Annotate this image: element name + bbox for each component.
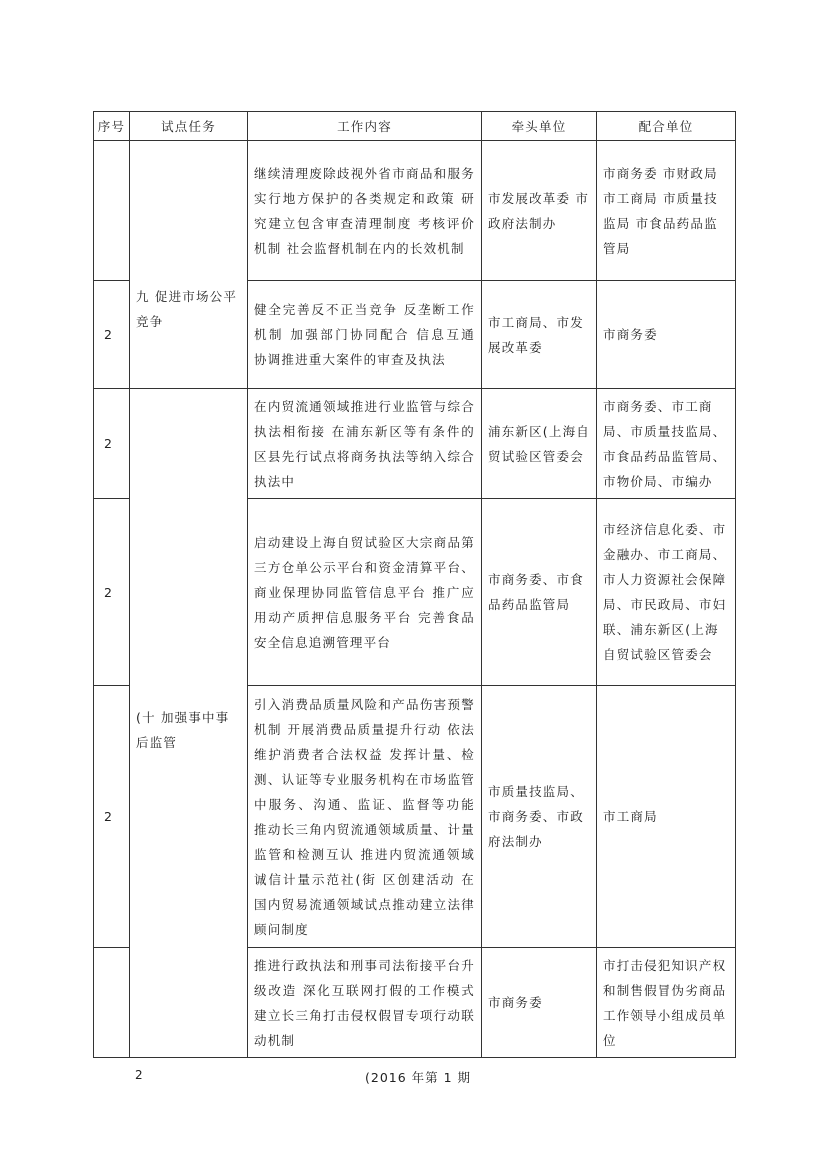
coop-cell: 市商务委 市财政局 市工商局 市质量技监局 市食品药品监管局 [597,141,736,281]
task-table [93,111,736,1058]
task-label: (十 加强事中事后监管 [136,710,230,750]
row-index [94,141,130,281]
task-cell-9 [130,141,248,389]
content-cell: 引入消费品质量风险和产品伤害预警机制 开展消费品质量提升行动 依法维护消费者合法权益 发挥计量、检测、认证等专业服务机构在市场监管中服务、沟通、监证、监督等功能 推动长三角内贸流通领域质量、计量监管和检测互认 推进内贸流通领域诚信计量示范社(街 区创建活动 在国内贸易流通领域试点推动建立法律顾问制度 [248,686,482,948]
header-idx: 序号 [94,112,130,141]
content-cell: 启动建设上海自贸试验区大宗商品第三方仓单公示平台和资金清算平台、商业保理协同监管信息平台 推广应用动产质押信息服务平台 完善食品安全信息追溯管理平台 [248,499,482,686]
coop-cell: 市经济信息化委、市金融办、市工商局、市人力资源社会保障局、市民政局、市妇联、浦东新区(上海自贸试验区管委会 [597,499,736,686]
coop-cell: 市商务委、市工商局、市质量技监局、市食品药品监管局、市物价局、市编办 [597,389,736,499]
row-index: 2 [94,389,130,499]
header-content: 工作内容 [248,112,482,141]
row-index: 2 [94,686,130,948]
row-index: 2 [94,499,130,686]
page-number: 2 [135,1068,143,1082]
content-cell: 推进行政执法和刑事司法衔接平台升级改造 深化互联网打假的工作模式 建立长三角打击侵权假冒专项行动联动机制 [248,948,482,1058]
coop-cell: 市工商局 [597,686,736,948]
header-lead: 牵头单位 [482,112,597,141]
header-coop: 配合单位 [597,112,736,141]
content-cell: 继续清理废除歧视外省市商品和服务 实行地方保护的各类规定和政策 研究建立包含审查清理制度 考核评价机制 社会监督机制在内的长效机制 [248,141,482,281]
content-cell: 在内贸流通领域推进行业监管与综合执法相衔接 在浦东新区等有条件的区县先行试点将商务执法等纳入综合执法中 [248,389,482,499]
header-task: 试点任务 [130,112,248,141]
coop-cell: 市打击侵犯知识产权和制售假冒伪劣商品工作领导小组成员单位 [597,948,736,1058]
row-index [94,948,130,1058]
issue-label: (2016 年第 1 期 [365,1070,472,1085]
table-header-row [94,112,736,141]
lead-cell: 市商务委 [482,948,597,1058]
row-index: 2 [94,281,130,389]
lead-cell: 浦东新区(上海自贸试验区管委会 [482,389,597,499]
table-row [94,141,736,281]
lead-cell: 市发展改革委 市政府法制办 [482,141,597,281]
content-cell: 健全完善反不正当竞争 反垄断工作机制 加强部门协同配合 信息互通 协调推进重大案件的审查及执法 [248,281,482,389]
lead-cell: 市质量技监局、市商务委、市政府法制办 [482,686,597,948]
lead-cell: 市商务委、市食品药品监管局 [482,499,597,686]
task-cell-10 [130,389,248,1058]
coop-cell: 市商务委 [597,281,736,389]
lead-cell: 市工商局、市发展改革委 [482,281,597,389]
task-label: 九 促进市场公平竞争 [136,288,238,329]
table-row [94,389,736,499]
